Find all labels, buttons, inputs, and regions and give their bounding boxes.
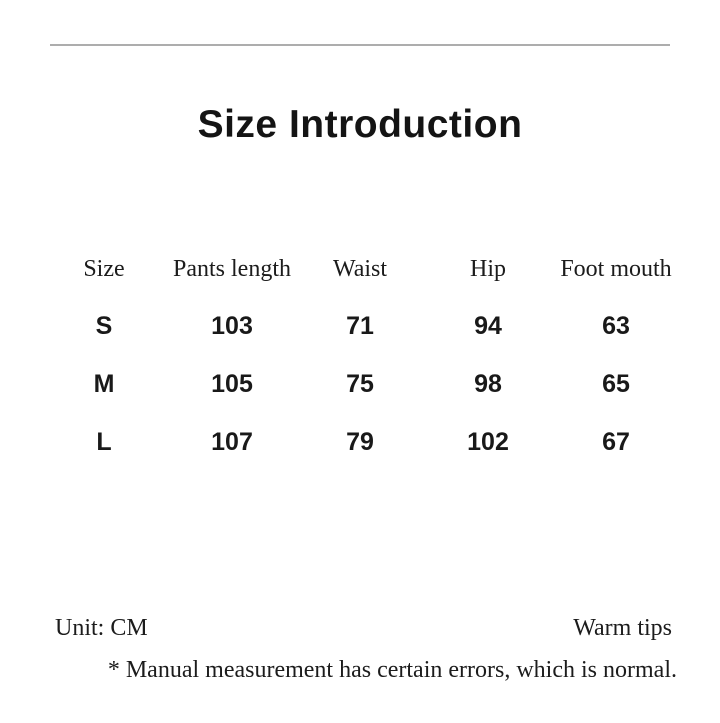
table-row-size-s — [40, 297, 680, 355]
size-label: L — [96, 427, 112, 456]
pants-length-value: 103 — [211, 311, 253, 340]
hip-value: 94 — [474, 311, 502, 340]
column-header-pants-length: Pants length — [173, 255, 291, 282]
size-label: M — [93, 369, 115, 398]
pants-length-value: 107 — [211, 427, 253, 456]
size-table — [40, 241, 680, 471]
top-divider-line — [50, 44, 670, 46]
unit-label: Unit: CM — [55, 615, 148, 641]
warm-tips-label: Warm tips — [573, 615, 672, 641]
hip-value: 102 — [467, 427, 509, 456]
size-label: S — [95, 311, 113, 340]
hip-value: 98 — [474, 369, 502, 398]
column-header-waist: Waist — [332, 255, 388, 282]
pants-length-value: 105 — [211, 369, 253, 398]
table-row-size-l — [40, 413, 680, 471]
waist-value: 75 — [346, 369, 374, 398]
column-header-foot-mouth: Foot mouth — [560, 255, 672, 282]
page-title: Size Introduction — [197, 103, 523, 146]
column-header-hip: Hip — [470, 255, 506, 282]
foot-mouth-value: 65 — [602, 369, 630, 398]
measurement-note: * Manual measurement has certain errors, which is normal. — [107, 657, 677, 683]
waist-value: 71 — [346, 311, 374, 340]
size-table-header-row — [40, 241, 680, 297]
table-row-size-m — [40, 355, 680, 413]
column-header-size: Size — [83, 255, 125, 282]
footer-labels-row — [55, 613, 672, 643]
waist-value: 79 — [346, 427, 374, 456]
foot-mouth-value: 63 — [602, 311, 630, 340]
foot-mouth-value: 67 — [602, 427, 630, 456]
